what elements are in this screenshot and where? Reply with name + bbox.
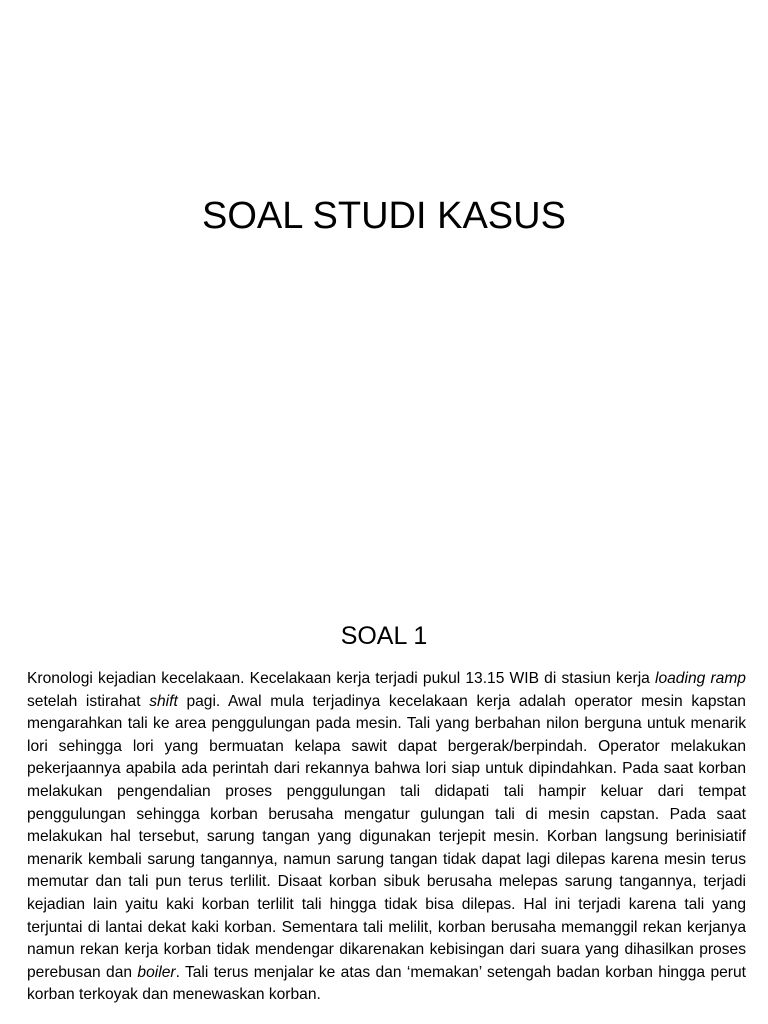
slide-heading: SOAL 1 bbox=[340, 622, 428, 650]
paragraph-segment-italic: loading ramp bbox=[655, 670, 746, 687]
paragraph-segment: Kronologi kejadian kecelakaan. Kecelakaan kerja terjadi pukul 13.15 WIB di stasiun kerja bbox=[27, 670, 655, 687]
paragraph-segment: . Tali terus menjalar ke atas dan ‘memakan’ setengah badan korban hingga perut korban terkoyak dan menewaskan korban. bbox=[27, 963, 746, 1004]
paragraph-segment: setelah istirahat bbox=[27, 692, 150, 710]
case-paragraph bbox=[27, 668, 746, 1007]
content-slide bbox=[0, 576, 768, 1024]
paragraph-segment: pagi. Awal mula terjadinya kecelakaan kerja adalah operator mesin kapstan mengarahkan tali ke area penggulungan pada mesin. Tali yang berbahan nilon berguna untuk menarik lori sehingga lori yang bermuatan kelapa sawit dapat bergerak/berpindah. Operator melakukan pekerjaannya apabila ada perintah dari rekannya bahwa lori siap untuk dipindahkan. Pada saat korban melakukan pengendalian proses penggulungan tali didapati tali hampir keluar dari tempat penggulungan sehingga korban berusaha mengatur gulungan tali di mesin capstan. Pada saat melakukan hal tersebut, sarung tangan yang digunakan terjepit mesin. Korban langsung berinisiatif menarik kembali sarung tangannya, namun sarung tangan tidak dapat lagi dilepas karena mesin terus memutar dan tali pun terus terlilit. Disaat korban sibuk berusaha melepas sarung tangannya, terjadi kejadian lain yaitu kaki korban terlilit tali hingga tidak bisa dilepas. Hal ini terjadi karena tali yang terjuntai di lantai dekat kaki korban. Sementara tali melilit, korban berusaha memanggil rekan kerjanya namun rekan kerja korban tidak mendengar dikarenakan kebisingan dari suara yang dihasilkan proses perebusan dan bbox=[27, 692, 746, 981]
slide-title: SOAL STUDI KASUS bbox=[202, 195, 566, 237]
paragraph-segment-italic: shift bbox=[149, 692, 178, 710]
paragraph-segment-italic: boiler bbox=[137, 963, 176, 981]
